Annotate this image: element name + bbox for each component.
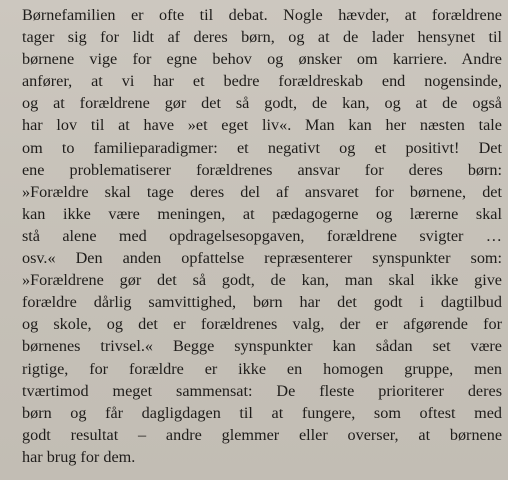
text-line: godt resultat – andre glemmer eller overser, at børnene	[22, 425, 502, 444]
text-line: tager sig for lidt af deres børn, og at de lader hensynet til	[22, 28, 502, 47]
text-line: og skole, og det er forældrenes valg, der er afgørende for	[22, 315, 502, 334]
text-line: børn og får dagligdagen til at fungere, som oftest med	[22, 403, 502, 422]
text-line: tværtimod meget sammensat: De fleste prioriterer deres	[22, 381, 502, 400]
text-line: anfører, at vi har et bedre forældreskab end nogensinde,	[22, 72, 502, 91]
text-line: forældre dårlig samvittighed, børn har det godt i dagtilbud	[22, 293, 502, 312]
text-line: har lov til at have »et eget liv«. Man kan her næsten tale	[22, 116, 502, 135]
text-line: kan ikke være meningen, at pædagogerne og lærerne skal	[22, 204, 502, 223]
text-line: ene problematiserer forældrenes ansvar for deres børn:	[22, 160, 502, 179]
text-line: børnene vige for egne behov og ønsker om karriere. Andre	[22, 50, 502, 69]
text-line: har brug for dem.	[22, 447, 136, 466]
text-line: »Forældrene gør det så godt, de kan, man skal ikke give	[22, 271, 502, 290]
body-paragraph	[22, 4, 502, 468]
text-line: stå alene med opdragelsesopgaven, forældrene svigter …	[22, 226, 502, 245]
text-line: »Forældre skal tage deres del af ansvaret for børnene, det	[22, 182, 502, 201]
text-line: og at forældrene gør det så godt, de kan, og at de også	[22, 94, 502, 113]
text-line: Børnefamilien er ofte til debat. Nogle hævder, at forældrene	[22, 6, 502, 24]
text-line: osv.« Den anden opfattelse repræsenterer synspunkter som:	[22, 249, 502, 268]
text-line: rigtige, for forældre er ikke en homogen gruppe, men	[22, 359, 502, 378]
text-line: børnenes trivsel.« Begge synspunkter kan sådan set være	[22, 337, 502, 356]
text-line: om to familieparadigmer: et negativt og et positivt! Det	[22, 138, 502, 157]
